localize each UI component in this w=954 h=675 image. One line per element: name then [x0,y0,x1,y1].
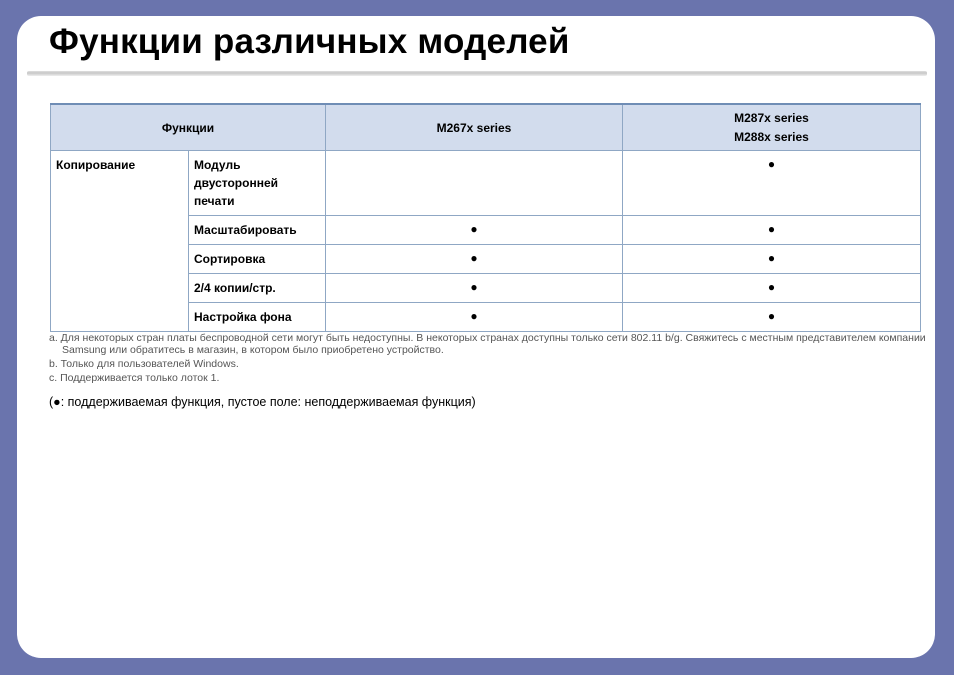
feature-name: Настройка фона [189,303,326,332]
feature-name: Модуль двусторонней печати [189,151,326,216]
title-divider [27,71,927,76]
category-cell: Копирование [51,151,189,332]
footnote-a: a. Для некоторых стран платы беспроводной сети могут быть недоступны. В некоторых странах доступны только сети 802.11 b/g. Свяжитесь с местным представителем компании Samsung или обратитесь в магазин, в котором было приобретено устройство. [49,332,926,356]
footnote-c: c. Поддерживается только лоток 1. [49,372,220,384]
support-mark: ● [623,151,921,216]
support-mark: ● [326,303,623,332]
support-mark: ● [326,274,623,303]
table-row [51,151,921,216]
page-sheet [17,16,935,658]
support-mark: ● [326,216,623,245]
feature-name: Сортировка [189,245,326,274]
header-m288x: M288x series [734,129,809,144]
support-mark [326,151,623,216]
support-mark: ● [623,245,921,274]
footnotes [49,332,929,386]
feature-name: 2/4 копии/стр. [189,274,326,303]
support-mark: ● [623,303,921,332]
feature-table [50,103,921,332]
support-mark: ● [623,216,921,245]
support-mark: ● [326,245,623,274]
header-m267x: M267x series [326,104,623,151]
footnote-b: b. Только для пользователей Windows. [49,358,239,370]
page-title: Функции различных моделей [49,22,570,61]
header-m287x: M287x series [734,110,809,125]
feature-name: Масштабировать [189,216,326,245]
table-header-row [51,104,921,151]
header-m287x-m288x [623,104,921,151]
header-features: Функции [51,104,326,151]
legend-text: (●: поддерживаемая функция, пустое поле: неподдерживаемая функция) [49,395,476,409]
support-mark: ● [623,274,921,303]
